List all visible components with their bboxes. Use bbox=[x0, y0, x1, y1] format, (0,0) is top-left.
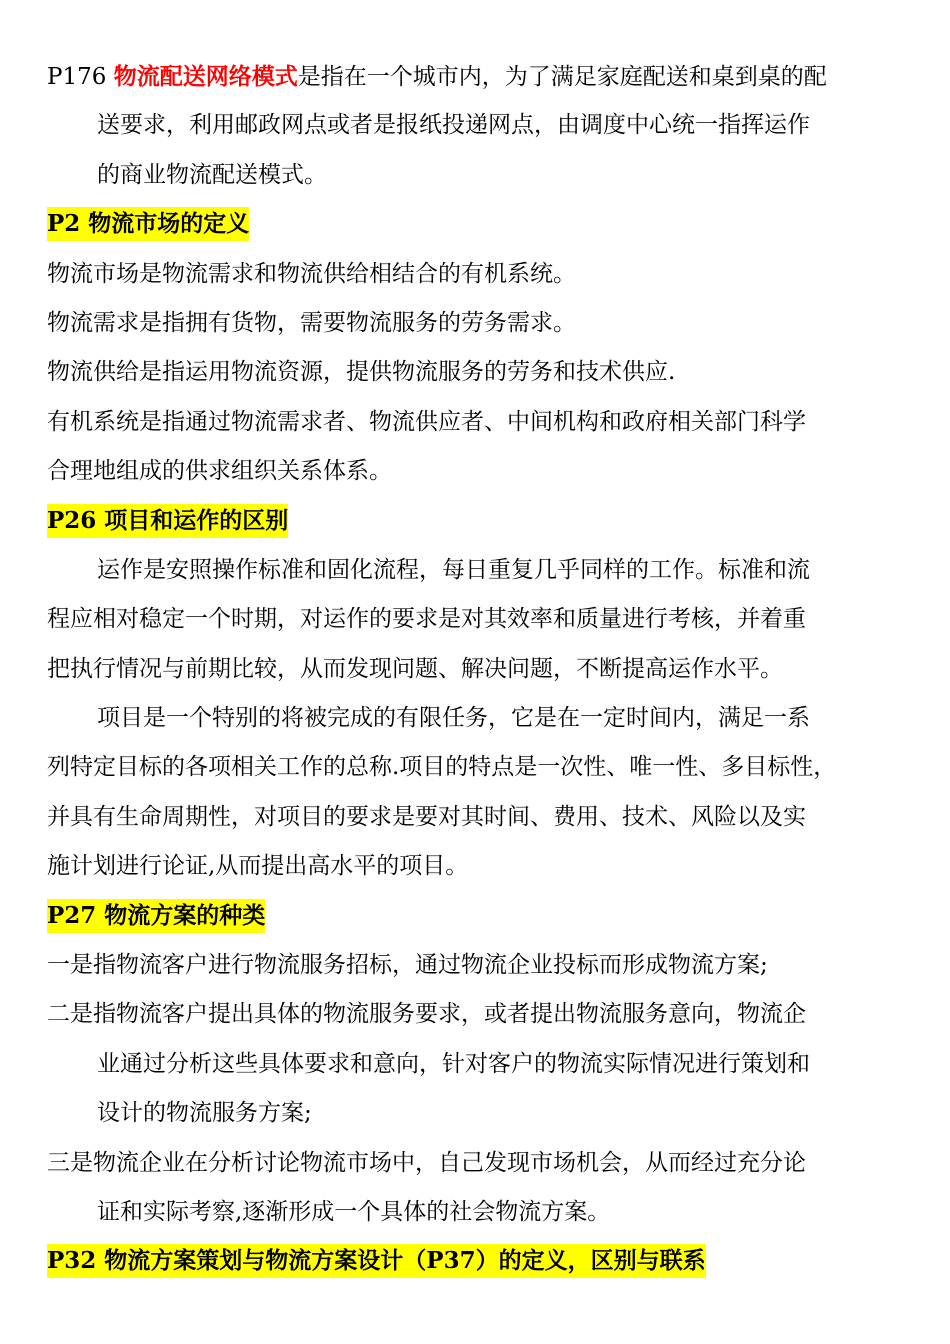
paragraph-line: 有机系统是指通过物流需求者、物流供应者、中间机构和政府相关部门科学 bbox=[47, 408, 806, 435]
paragraph-line: 物流市场是物流需求和物流供给相结合的有机系统。 bbox=[47, 260, 576, 287]
section-heading: P32 物流方案策划与物流方案设计（P37）的定义，区别与联系 bbox=[47, 1244, 706, 1278]
paragraph-line: 物流供给是指运用物流资源，提供物流服务的劳务和技术供应. bbox=[47, 359, 676, 386]
paragraph-text: 是指在一个城市内，为了满足家庭配送和桌到桌的配 bbox=[297, 64, 827, 90]
paragraph-line: 二是指物流客户提出具体的物流服务要求，或者提出物流服务意向，物流企 bbox=[47, 1001, 806, 1028]
paragraph-line: 合理地组成的供求组织关系体系。 bbox=[47, 458, 392, 485]
section-heading: P2 物流市场的定义 bbox=[47, 207, 249, 241]
paragraph-line: 三是物流企业在分析讨论物流市场中，自己发现市场机会，从而经过充分论 bbox=[47, 1149, 806, 1176]
paragraph-line: 把执行情况与前期比较，从而发现问题、解决问题，不断提高运作水平。 bbox=[47, 655, 783, 682]
paragraph-line: 项目是一个特别的将被完成的有限任务，它是在一定时间内，满足一系 bbox=[97, 705, 810, 732]
paragraph-line: 施计划进行论证,从而提出高水平的项目。 bbox=[47, 853, 469, 880]
paragraph-line: 程应相对稳定一个时期，对运作的要求是对其效率和质量进行考核，并着重 bbox=[47, 606, 806, 633]
section-heading-row bbox=[47, 892, 907, 941]
section-heading-row bbox=[47, 497, 907, 546]
paragraph-line: 运作是安照操作标准和固化流程，每日重复几乎同样的工作。标准和流 bbox=[97, 556, 810, 583]
section-heading: P27 物流方案的种类 bbox=[47, 899, 265, 933]
section-heading-row bbox=[47, 200, 907, 249]
paragraph-line: 一是指物流客户进行物流服务招标，通过物流企业投标而形成物流方案; bbox=[47, 952, 768, 979]
highlighted-term: 物流配送网络模式 bbox=[113, 63, 298, 90]
paragraph-line: 送要求，利用邮政网点或者是报纸投递网点，由调度中心统一指挥运作 bbox=[97, 112, 810, 139]
page-ref: P176 bbox=[47, 64, 114, 90]
paragraph-line: 列特定目标的各项相关工作的总称.项目的特点是一次性、唯一性、多目标性， bbox=[47, 754, 837, 781]
section-heading-row bbox=[47, 1237, 907, 1286]
paragraph-line: 证和实际考察,逐渐形成一个具体的社会物流方案。 bbox=[97, 1198, 611, 1225]
section-heading: P26 项目和运作的区别 bbox=[47, 504, 288, 538]
paragraph-line: 设计的物流服务方案; bbox=[97, 1100, 312, 1127]
paragraph-line bbox=[47, 52, 907, 101]
paragraph-line: 的商业物流配送模式。 bbox=[97, 161, 327, 188]
paragraph-line: 物流需求是指拥有货物，需要物流服务的劳务需求。 bbox=[47, 309, 576, 336]
paragraph-line: 并具有生命周期性，对项目的要求是要对其时间、费用、技术、风险以及实 bbox=[47, 803, 806, 830]
paragraph-line: 业通过分析这些具体要求和意向，针对客户的物流实际情况进行策划和 bbox=[97, 1050, 810, 1077]
document-page bbox=[47, 52, 907, 1287]
